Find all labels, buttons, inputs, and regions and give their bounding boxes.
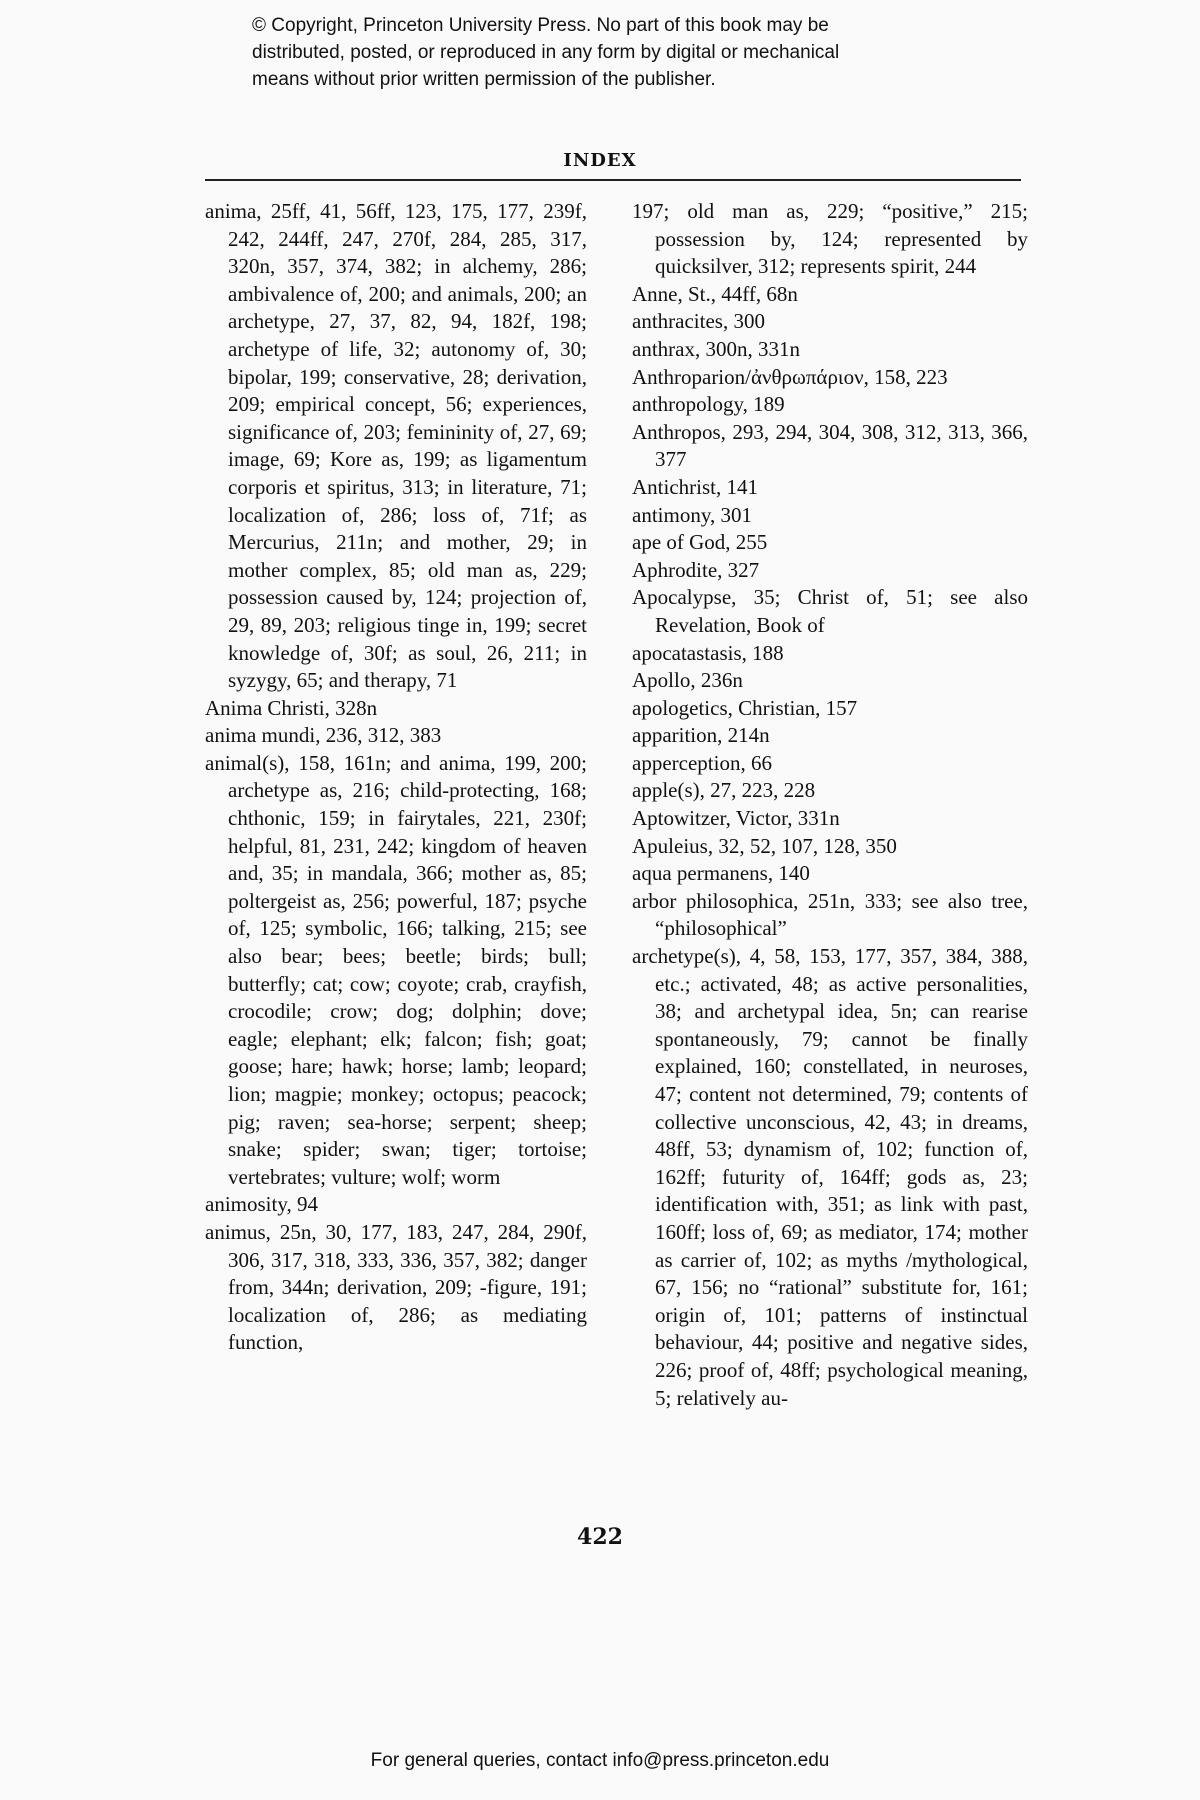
index-entry: animal(s), 158, 161n; and anima, 199, 200; archetype as, 216; child-protecting, 168; chthonic, 159; in fairytales, 221, 230f; helpful, 81, 231, 242; kingdom of heaven and, 35; in mandala, 366; mother as, 85; poltergeist as, 256; powerful, 187; psyche of, 125; symbolic, 166; talking, 215; see also bear; bees; beetle; birds; bull; butterfly; cat; cow; coyote; crab, crayfish, crocodile; crow; dog; dolphin; dove; eagle; elephant; elk; falcon; fish; goat; goose; hare; hawk; horse; lamb; leopard; lion; magpie; monkey; octopus; peacock; pig; raven; sea-horse; serpent; sheep; snake; spider; swan; tiger; tortoise; vertebrates; vulture; wolf; worm	[205, 750, 587, 1189]
copyright-line-1: © Copyright, Princeton University Press. No part of this book may be	[252, 15, 829, 36]
index-entry: anthracites, 300	[632, 309, 765, 334]
index-entry: aqua permanens, 140	[632, 861, 810, 886]
index-entry: Anthroparion/ἀνθρωπάριον, 158, 223	[632, 364, 948, 389]
copyright-notice	[252, 12, 1012, 93]
index-entry: Antichrist, 141	[632, 474, 758, 499]
index-entry: apologetics, Christian, 157	[632, 695, 858, 720]
index-entry: archetype(s), 4, 58, 153, 177, 357, 384, 388, etc.; activated, 48; as active personalities, 38; and archetypal idea, 5n; can rearise spontaneously, 79; cannot be finally explained, 160; constellated, in neuroses, 47; content not determined, 79; contents of collective unconscious, 42, 43; in dreams, 48ff, 53; dynamism of, 102; function of, 162ff; futurity of, 164ff; gods as, 23; identification with, 351; as link with past, 160ff; loss of, 69; as mediator, 174; mother as carrier of, 102; as myths /mythological, 67, 156; no “rational” substitute for, 161; origin of, 101; patterns of instinctual behaviour, 44; positive and negative sides, 226; proof of, 48ff; psychological meaning, 5; relatively au-	[632, 944, 1028, 1410]
index-entry: apperception, 66	[632, 750, 772, 775]
copyright-line-2: distributed, posted, or reproduced in any form by digital or mechanical	[252, 42, 840, 63]
index-entry: Anima Christi, 328n	[205, 695, 378, 720]
index-entry: ape of God, 255	[632, 530, 768, 555]
index-entry: Apocalypse, 35; Christ of, 51; see also Revelation, Book of	[632, 585, 1028, 637]
index-entry: Aptowitzer, Victor, 331n	[632, 806, 840, 831]
copyright-line-3: means without prior written permission of the publisher.	[252, 69, 716, 90]
index-column-right	[632, 198, 1028, 1412]
index-entry: Apuleius, 32, 52, 107, 128, 350	[632, 833, 897, 858]
index-entry: anthropology, 189	[632, 392, 785, 417]
index-entry: animosity, 94	[205, 1192, 318, 1217]
footer-contact: For general queries, contact info@press.princeton.edu	[370, 1750, 830, 1771]
index-entry: animus, 25n, 30, 177, 183, 247, 284, 290f, 306, 317, 318, 333, 336, 357, 382; danger from, 344n; derivation, 209; -figure, 191; localization of, 286; as mediating function,	[205, 1219, 587, 1355]
index-column-left	[205, 198, 587, 1357]
index-entry: arbor philosophica, 251n, 333; see also tree, “philosophical”	[632, 888, 1028, 941]
index-entry: Aphrodite, 327	[632, 557, 760, 582]
page-number: 422	[577, 1524, 623, 1550]
header-rule	[205, 179, 1021, 181]
index-entry: anthrax, 300n, 331n	[632, 336, 800, 361]
index-entry: apple(s), 27, 223, 228	[632, 778, 816, 803]
index-entry: antimony, 301	[632, 502, 752, 527]
index-entry: anima, 25ff, 41, 56ff, 123, 175, 177, 239f, 242, 244ff, 247, 270f, 284, 285, 317, 320n, 357, 374, 382; in alchemy, 286; ambivalence of, 200; and animals, 200; an archetype, 27, 37, 82, 94, 182f, 198; archetype of life, 32; autonomy of, 30; bipolar, 199; conservative, 28; derivation, 209; empirical concept, 56; experiences, significance of, 203; femininity of, 27, 69; image, 69; Kore as, 199; as ligamentum corporis et spiritus, 313; in literature, 71; localization of, 286; loss of, 71f; as Mercurius, 211n; and mother, 29; in mother complex, 85; old man as, 229; possession caused by, 124; projection of, 29, 89, 203; religious tinge in, 199; secret knowledge of, 30f; as soul, 26, 211; in syzygy, 65; and therapy, 71	[205, 199, 587, 693]
index-entry: anima mundi, 236, 312, 383	[205, 723, 442, 748]
index-entry: Anthropos, 293, 294, 304, 308, 312, 313, 366, 377	[632, 419, 1028, 472]
index-entry: Anne, St., 44ff, 68n	[632, 281, 798, 306]
index-entry: apocatastasis, 188	[632, 640, 784, 665]
index-entry: apparition, 214n	[632, 723, 770, 748]
index-entry: 197; old man as, 229; “positive,” 215; possession by, 124; represented by quicksilver, 312; represents spirit, 244	[632, 199, 1028, 279]
index-entry: Apollo, 236n	[632, 668, 743, 693]
running-head: INDEX	[563, 150, 637, 171]
